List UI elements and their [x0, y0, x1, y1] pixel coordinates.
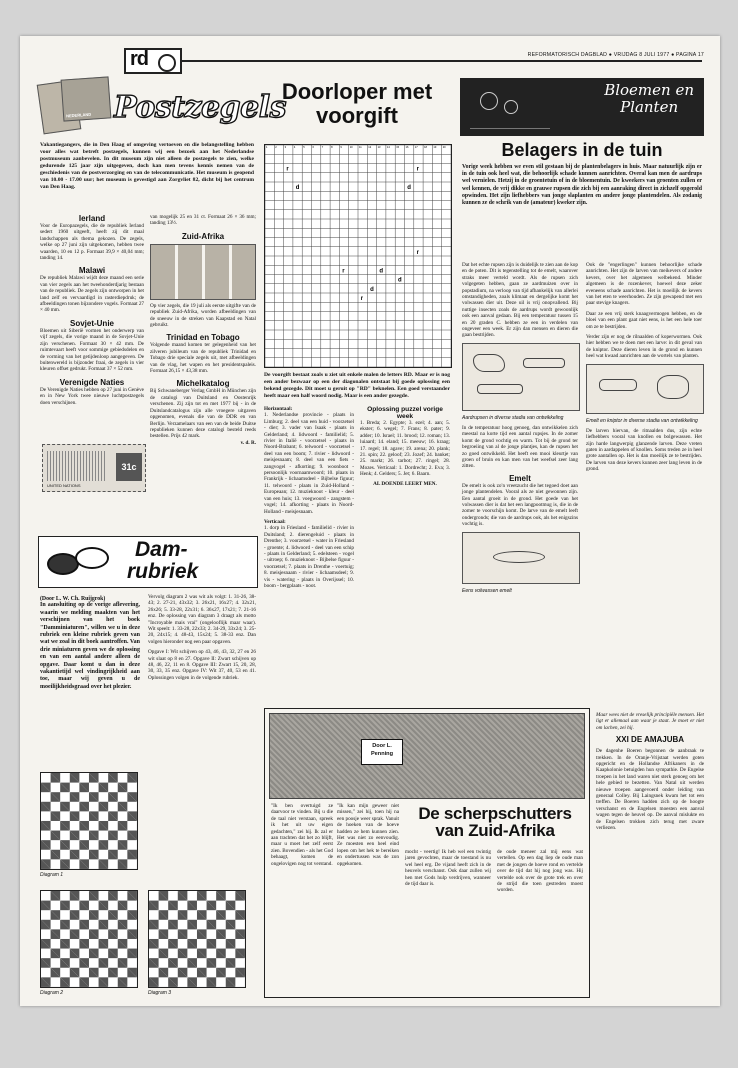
postzegels-intro: Vakantiegangers, die in Den Haag of omgeving vertoeven en die belangstelling hebben voor alles wat betreft postzegels, kunnen wij een bezoek aan het Nederlandse postmuseum aanbevelen. In dit museum zijn niet alleen de postzegels te zien, welke gedurende 125 jaar zijn uitgegeven, doch kan men tevens kennis nemen van de geschiedenis van de postverzorging en van de telecommunicatie. Het museum is geopend van 10.00 - 17.00 uur; het museum is gevestigd aan Zorgvliet 82, dicht bij het centrum van Den Haag. [40, 142, 254, 190]
logo-text: rd [130, 48, 148, 70]
feuilleton-box [264, 708, 590, 998]
diagram-caption: Diagram 1 [40, 872, 64, 878]
postzegels-col1 [40, 214, 144, 406]
grid-number: 19 [433, 146, 437, 150]
article-text: Daar ze een vrij sterk knaagvermogen hebben, en de bloei van een plant gaat niet eens, is het een hele toer om ze te bestrijden. [586, 310, 702, 330]
feuilleton-title: De scherpschutters van Zuid-Afrika [418, 804, 572, 840]
solution-phrase: AL DOENDE LEERT MEN. [373, 480, 437, 487]
puzzle-grid-svg [265, 145, 451, 367]
feuilleton-side [596, 712, 704, 832]
article-text: Bloemen uit Siberië vormen het onderwerp van vijf zegels, die vorige maand in de Sovjet-Unie zijn verschenen. Formaat 30 × 42 mm. De ruimtevaart heeft voor sommige gebiedsdelen en de vorming van het getijdenloop aangegeven. De buitenwereld is bijzonder fraai, de zegels in vier kleuren offset gedrukt. Formaat 37 × 52 mm. [40, 327, 144, 373]
clue-heading: Horizontaal: [264, 406, 293, 412]
feuilleton-col1: "Ik ben overtuigd ze daarvoor te vinden. Bij u die de taal niet verstaan, spreek ik het uit uw eigen gedachten," zei hij. Ik zal er aan trachten dat het zo blijft, maar u moet het zelf eerst zien. Bovendien - als het God behaagt, komen de ongelovigen nog tot verstand. [271, 803, 333, 867]
grid-letter: d [295, 185, 300, 192]
puzzle-intro: De voorgift bestaat zoals u ziet uit enkele malen de letters RD. Maar er is nog een ander bezwaar op een der diagonalen ontstaat bij goede oplossing een bekend gezegde. Dit moet u geruit op "RD" beknelen. Een goed verstaander heeft maar een half woord nodig. Maar is een ander gezegde. [264, 372, 450, 399]
banner-title: Bloemen en Planten [604, 81, 694, 116]
paper-name: REFORMATORISCH DAGBLAD [527, 52, 608, 58]
grid-number: 3 [284, 146, 287, 150]
solution-heading: Oplossing puzzel vorige week [367, 406, 443, 420]
image-caption: Emelt en kniptor in diverse stadia van ontwikkeling [586, 417, 698, 424]
feuilleton-col4: de oude meneer zal mij eens wat vertellen. Op een dag liep de oude man met de jongen de hoeve rond en vertelde over de tijd dat hij nog jong was. Hij vertelde ook over de grote trek en over de strijd die toen gestreden moest worden. [497, 849, 583, 894]
article-text: In aansluiting op de vorige aflevering, waarin we melding maakten van het verschijnen van het boek "Damminiaturen", willen we u in deze rubriek een kleine rubriek geven van wat we zoal in dit boek aantroffen. Van drie miniaturen geven we de oplossing en van een aantal andere alleen de opgave. Daar komt u dan in deze vakantietijd wel vindingrijkheid aan toe, maar wij geven u de moeilijkheidsgraad over het plezier. [40, 602, 140, 690]
article-text: Dat het echte rupsen zijn is duidelijk te zien aan de kop en de poten. Dit is tegenstelling tot de emelt, waarover straks meer verteld wordt. Als de rupsen zich volgegeten hebben, gaan ze aardmuizen over in popstadium, na verloop van tijd afhankelijk van allerlei omstandigheden, zoals klimaat en dergelijke komt het volwassen dier uit. Deze uil is vrij onopvallend. Bij nuttige insecten zoals de aardrups wordt gewoonlijk ook een aanval gedaan. Bij een temperatuur tussen 15 en 20 graden C. hebben ze een in verdelen van ongeveer een week. Er zijn dan mensen en dieren die gaan bestrijden. [462, 262, 578, 339]
grid-letter: d [407, 185, 411, 192]
grid-number: 12 [368, 146, 372, 150]
grid-number: 8 [331, 146, 333, 150]
dam-col2 [148, 594, 256, 681]
section-heading: Trinidad en Tobago [166, 333, 240, 343]
dam-diagram-3 [148, 890, 246, 988]
article-text: De Verenigde Naties hebben op 27 juni in Genève en in New York twee nieuwe luchtpostzegels doen verschijnen. [40, 386, 144, 406]
grid-letter: r [360, 296, 364, 303]
puzzle-grid [264, 144, 452, 368]
article-text: Verder zijn er nog de rilnaalden of koperwormen. Ook hier hebben we te doen met een larve: in dit geval van de kniptor. Deze dieren leven in de grond en kunnen heel wat kwaad aanrichten aan de wortels van planten. [586, 334, 702, 360]
dam-title: Dam- rubriek [127, 538, 199, 583]
puzzle-col2 [360, 406, 450, 487]
article-text: Maar wees niet de vreselijk principiële mensen. Het ligt er allemaal aan waar je staat. Je moet er niet om lachen, zei hij. [596, 712, 704, 731]
article-text: Opgave I: Wit schijven op 43, 46, 43, 32, 27 en 26 wit slaat op 8 en 27. Opgave II: Zwart schijven op 48, 46, 22, 11 en 8. Opgave III: Zwart 15, 20, 28, 30, 33, 35 enz. Opgave IV: Wit 37, 40, 53 en 41. Oplossingen volgen in de volgende rubriek. [148, 649, 256, 681]
grid-letter: d [379, 268, 384, 275]
flower-decoration [470, 88, 550, 129]
dam-diagram-1 [40, 772, 138, 870]
puzzle-col1 [264, 406, 354, 589]
grid-number: 4 [293, 146, 296, 150]
solution-text: 1. Breda; 2. Egypte; 3. ezel; 4. aan; 5. ekster; 6. wegel; 7. Frans; 8. pater; 9. adder; 10. Israel; 11. brood; 12. roman; 13. luiaard; 14. eland; 15. meeuw; 16. kraag; 17. regel; 18. agave; 19. arena; 20. plank; 21. spin; 22. geloof; 23. Jozef; 24. banket; 25. markt; 26. tarbot; 27. ringel; 28. Mozes. Verticaal: 1. Dordrecht; 2. Eva; 3. Henk; 4. Gelders; 5. Jet; 6. Baarn. [360, 420, 450, 478]
feuilleton-col2: "Ik kan mijn geweer niet missen," zei hij, toen hij na een poosje weer sprak. Vanuit de hoeken van de hoeve hadden ze hem kunnen zien. Het was niet zo eenvoudig. Ze moesten een heel eind lopen om het hek te bereiken en ondertussen was de zon opgekomen. [337, 803, 399, 867]
grid-number: 20 [442, 146, 446, 150]
tuin-col1 [462, 262, 578, 594]
grid-letter: r [286, 166, 289, 173]
grid-number: 17 [414, 146, 418, 150]
issue-date: VRIJDAG 8 JULI 1977 [613, 52, 670, 58]
page-number: PAGINA 17 [676, 52, 704, 58]
grid-letter: d [370, 286, 374, 293]
un-stamp [42, 444, 146, 492]
article-text: De republiek Malawi wijdt deze maand een serie van vier zegels aan het tweehonderdjarig bestaan van de republiek. De zegels zijn ontworpen in het land zelf en vervaardigd in rasterdiepdruk; de afbeeldingen tonen bijzondere vogels. Formaat 27 × 40 mm. [40, 275, 145, 314]
tuin-title: Belagers in de tuin [501, 140, 663, 160]
grid-number: 11 [359, 146, 362, 150]
article-text: In de temperatuur hoog genoeg, dan ontwikkelen zich meestal na korte tijd een aantal rupsjes. In de zomer komt de grond vochtig en warm. Tot bij de grond ter begroeiing van al de jonge plantjes, kan de rupsen het zo goed ontwikkeld. Het heeft een mooi kleurtje van groen of bruin en kan men van het weefsel zeer lang zitten. [462, 424, 578, 470]
clues-vertical: 1. dorp in Friesland - familielid - rivier in Duitsland; 2. dierengeluid - plaats in Drenthe; 3. voorzetsel - water in Friesland - groente; 4. lidwoord - deel van een schip - plaats in Gelderland; 5. edelsteen - vogel - uitroep; 6. muzieknoot - Bijbelse figuur - voorzetsel; 7. plaats in Drenthe - voertuig; 8. meisjesnaam - rivier - lichaamsdeel; 9. vis - watering - plaats in Overijssel; 10. boom - bergplaats - noot. [264, 525, 354, 589]
checker-pieces [45, 541, 115, 581]
clue-heading: Verticaal: [264, 518, 286, 525]
grid-number: 18 [424, 146, 427, 150]
grid-number: 9 [340, 146, 342, 150]
section-heading: Emelt [509, 473, 531, 483]
section-heading: Verenigde Naties [59, 377, 125, 387]
dam-diagram-2 [40, 890, 138, 988]
tuin-banner [460, 78, 704, 136]
section-heading: Malawi [78, 266, 106, 276]
image-caption: Aardrupsen in diverse stadia van ontwikkeling [462, 414, 564, 421]
article-text: Volgende maand komen ter gelegenheid van het zilveren jubileum van de republiek Trinidad en Tobago drie speciale zegels uit, met afbeeldingen van de vlag, het wapen en het presidentspaleis. Formaat 26,15 × 43,38 mm. [150, 342, 256, 375]
section-heading: Ierland [78, 214, 106, 223]
newspaper-page [20, 36, 720, 1006]
section-title: Postzegels [114, 90, 286, 125]
stamp-country: NEDERLAND [65, 111, 92, 119]
grid-number: 16 [405, 146, 409, 150]
riflemen-illustration [269, 713, 585, 799]
tuin-col2 [586, 262, 702, 473]
grid-number: 14 [386, 146, 390, 150]
grid-number: 6 [312, 146, 314, 150]
grid-number: 2 [275, 146, 277, 150]
byline-box [361, 739, 403, 765]
grid-number: 7 [321, 146, 324, 150]
signature: v. d. R. [240, 439, 256, 446]
grid-letter: r [416, 166, 419, 173]
grid-number: 5 [303, 146, 305, 150]
chapter-heading: XXI DE AMAJUBA [615, 735, 685, 745]
article-text: Ook de "engerlingen" kunnen behoorlijke schade aanrichten. Het zijn de larven van meikevers of andere kevers, over het algemeen welbekend. Minder algemeen is de rozenkever, hoewel deze zeker eveneens schade aanrichten. Het is moeilijk de kevers van het eten te weerhouden. Ze zijn gewapend met een paar stevige knagers. [586, 262, 702, 307]
diagram-caption: Diagram 2 [40, 990, 64, 996]
grid-number: 1 [266, 146, 268, 150]
puzzle-title: Doorloper met voorgift [281, 79, 433, 128]
section-heading: Sovjet-Unie [69, 318, 114, 328]
article-text: De larven hiervan, de ritnaalden dus, zijn echte liefhebbers vooral van knollen en bolgewassen. Het zijn harde langwerpig glanzende larven. Deze vreten gaten in aardappelen of knollen. Soms treden ze in heel grote aantallen op. Het is dan moeilijk ze te bestrijden. De larven van deze kevers kunnen zeer lang leven in de grond. [586, 427, 702, 473]
grid-letter: r [416, 249, 419, 256]
caterpillar-drawing [462, 343, 580, 411]
tuin-intro: Vorige week hebben we even stil gestaan bij de plantenbelagers in huis. Maar natuurlijk zijn er in de tuin ook heel wat, die behoorlijk schade kunnen aanrichten. Overal kan men de aardrups wel vernielen. Hetzij in de groentetuin of in de bloementuin. De kweekers van groenten zullen er wel kennen, de vrij dikke en grauwe rupsen die zich bij een aanraking direct in zichzelf opgerold opwinden. Het zijn liefhebbers van jonge slaplanten en andere jonge plantendelen. Als zodanig kunnen ze de schrik van de (amateur) kweker zijn. [462, 164, 702, 207]
grid-number: 10 [349, 146, 353, 150]
image-caption: Eens volwassen emelt [462, 587, 512, 594]
article-text: Op vier zegels, die 19 juli als eerste uitgifte van de republiek Zuid-Afrika, worden afbeeldingen van de sneeuw in de streken van Kaapstad en Natal gebruikt. [150, 302, 256, 329]
section-heading: Michelkatalog [176, 379, 230, 389]
grid-letter: d [397, 277, 402, 284]
logo [124, 48, 182, 74]
article-text: De dagenhe Boeren begonnen de aanbraak te trekken. In de Oranje-Vrijstaat werden goten opgericht en de Hollandse Afrikaners in de Kaapkolonie betuigden hun sympathie. De Engelse troepen in het land waren niet sterk genoeg om het hele gebied te bezetten. Van Natal uit werden nieuwe troepen aangevoerd onder leiding van generaal Colley. Bij Laingsnek kwam het tot een treffen. De Boeren hadden zich op de hoogte verschanst en de Engelsen moesten een aanval wagen tegen de heuvel op. De aanval mislukte en de Engelsen trokken zich terug met zware verliezen. [596, 748, 704, 832]
article-text: van mogelijk 25 en 31 ct. Formaat 26 × 36 mm; tanding 13½. [150, 214, 256, 227]
section-heading: Zuid-Afrika [181, 231, 225, 241]
article-text: Bij Schwaneberger Verlag GmbH in München zijn de catalogi van Duitsland en Oostenrijk verschenen. Zij zijn tot en met 1977 bij - in de Duitslandcatalogus zijn alle vroegere uitgaven opgenomen, evenals die van de DDR en van Berlijn. Verzamelaars van een van de beide Duitse republieken kunnen deze catalogi besteld reeds bestellen. Prijs 42 mark. [150, 388, 256, 440]
beetle-drawing [586, 364, 704, 414]
dam-header [38, 536, 258, 588]
feuilleton-col3: mocht - veertig! Ik heb wel een twintig jaren gevochten, maar de toestand is nu wel heel erg. De vijand heeft zich in de heuvels verschanst. Ook daar zullen wij hen met Gods hulp verdrijven, wanneer de tijd daar is. [405, 849, 491, 888]
crane-fly-drawing [462, 532, 580, 584]
grid-letter: r [342, 268, 345, 275]
stamp-image [61, 76, 112, 121]
postzegels-header [36, 76, 286, 136]
diagram-caption: Diagram 3 [148, 990, 172, 996]
article-text: De emelt is ook zo'n vreetzucht die het tegoed doet aan jonge plantendelen. Vooral als ze niet gewonnen zijn. Een aantal groeit in de grond. Het goede van het volwassen dier is dat het een langpootmug is, die in de zomer te voorschijn komt. De larve van de emelt leeft ondergronds; die van de aardrups ook, als het enigszins vochtig is. [462, 482, 578, 528]
article-text: Voor de Europazegels, die de republiek Ierland sedert 1960 uitgeeft, heeft zij dit maal landschappen als thema gekozen. De zegels, welke op 27 juni zijn uitgekomen, hebben twee waarden, 10 en 12 p. Formaat 39,9 × 40,04 mm; tanding 14. [40, 223, 144, 262]
postzegels-col2 [150, 214, 256, 446]
stamp-country-label: UNITED NATIONS [47, 483, 81, 488]
masthead-line: REFORMATORISCH DAGBLAD ● VRIJDAG 8 JULI 1977 ● PAGINA 17 [527, 52, 704, 58]
grid-number: 15 [396, 146, 400, 150]
dam-col1 [40, 596, 140, 691]
stamps-image [150, 244, 256, 300]
clues-horizontal: 1. Nederlandse provincie - plaats in Limburg; 2. deel van een huid - voorzetsel - dier; 3. vader van Isaak - plaats in Gelderland; 4. lidwoord - familielid; 5. rivier in Italië - voorzetsel - plaats in Noord-Brabant; 6. telwoord - voorzetsel - deel van een boom; 7. rivier - lidwoord - meisjesnaam; 8. deel van een fiets - zangvogel - afkorting; 9. woonboot - persoonlijk voornaamwoord; 10. plaats in Frankrijk - lichaamsdeel - Bijbelse figuur; 11. telwoord - plaats in Zuid-Holland - Europeaan; 12. muzieknoot - kleur - deel van een huis; 13. voegwoord - zangstem - vogel; 14. afkorting - plaats in Noord-Holland - meisjesnaam. [264, 412, 354, 515]
stamp-value: 31c [116, 453, 142, 481]
author-line: Penning [370, 751, 394, 757]
grid-number: 13 [377, 146, 381, 150]
article-text: Vervolg diagram 2 was wit als volgt: 1. 31-26, 38-43; 2. 27-21, 43x32; 3. 26x21, 16x27; 4. 32x21, 26x26; 5. 33-28, 22x31; 6. 36x27, 17x21; 7. 21-16 enz. De oplossing van diagram 3 draagt als motto "Incroyable mais vrai" (ongelooflijk maar waar). Wit speelt: 1. 33-28, 22x33; 2. 34-29, 33x24; 3. 25-20, 24x15; 4. 48-43, 15x24; 5. 38-33 enz. Dan volgen hieronder nog een paar opgaven. [148, 594, 256, 645]
byline: (Door L. W. Ch. Ruijgrok) [40, 596, 106, 602]
author-line: Door L. [372, 743, 392, 749]
